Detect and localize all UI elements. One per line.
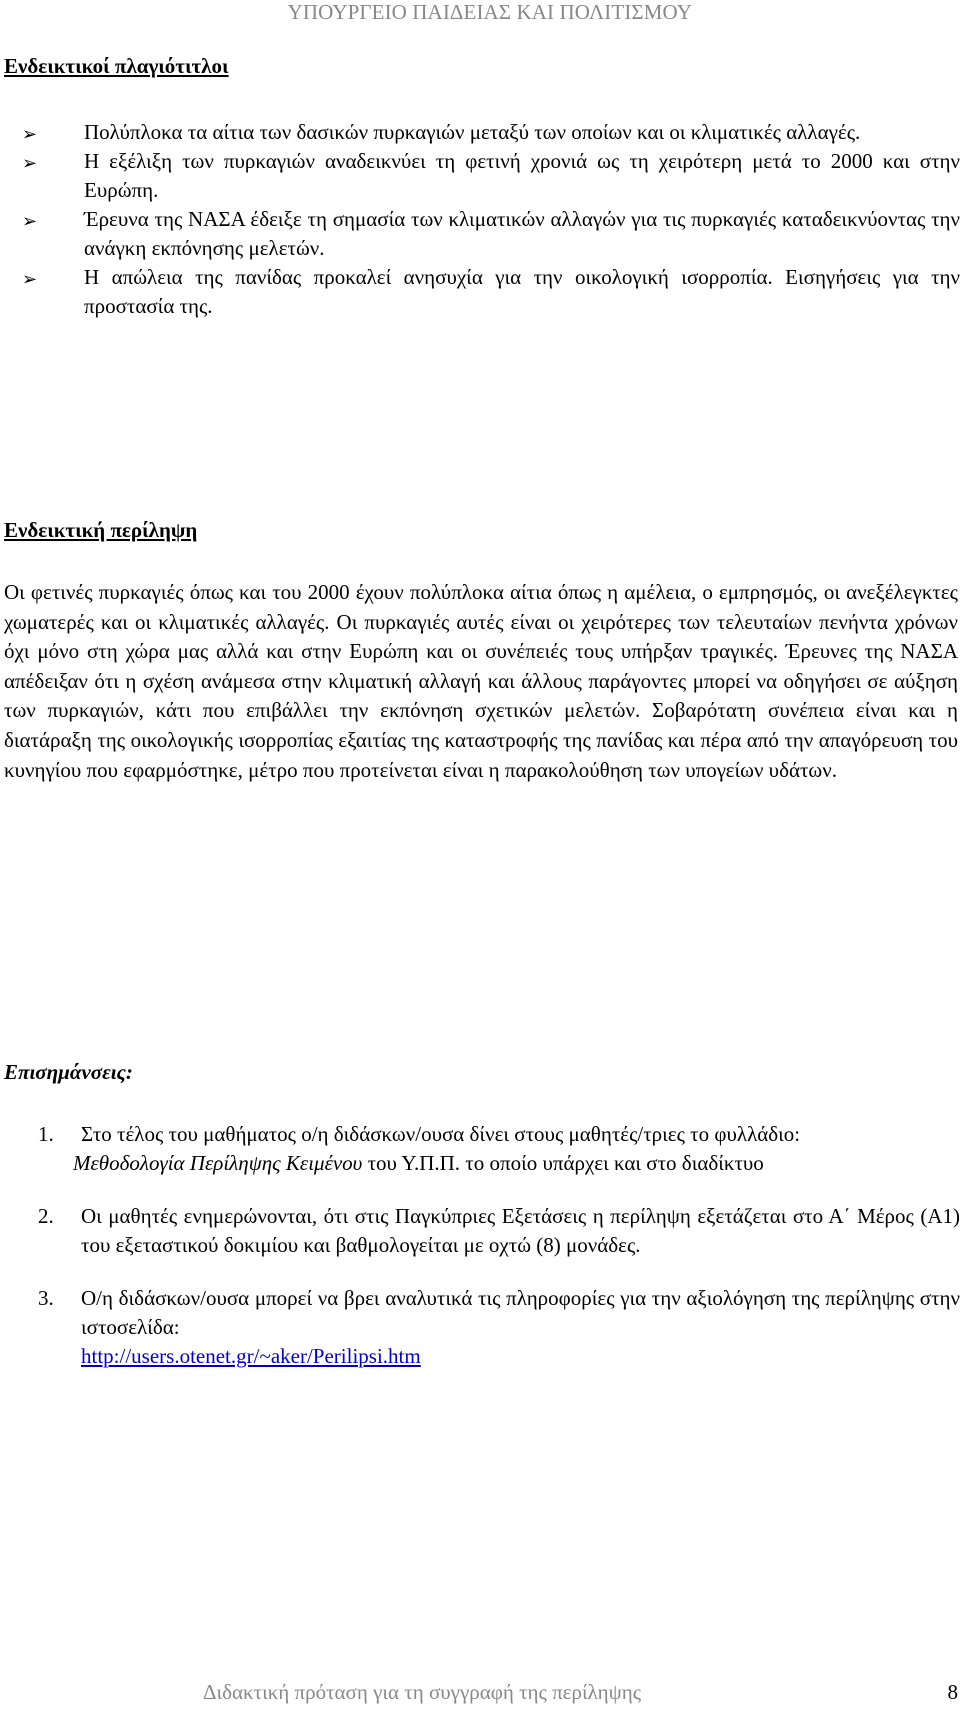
notes-heading: Επισημάνσεις:: [4, 1060, 133, 1084]
list-item: [22, 263, 960, 321]
note-reference-line: [73, 1149, 960, 1178]
subtitle-text: Η εξέλιξη των πυρκαγιών αναδεικνύει τη φετινή χρονιά ως τη χειρότερη μετά το 2000 και στην Ευρώπη.: [84, 149, 960, 202]
subtitle-text: Έρευνα της ΝΑΣΑ έδειξε τη σημασία των κλιματικών αλλαγών για τις πυρκαγιές καταδεικνύοντας την ανάγκη εκπόνησης μελετών.: [84, 207, 960, 260]
list-item: [22, 205, 960, 263]
summary-heading: Ενδεικτική περίληψη: [4, 518, 198, 542]
item-number: 1.: [38, 1122, 54, 1146]
subtitle-text: Η απώλεια της πανίδας προκαλεί ανησυχία για την οικολογική ισορροπία. Εισηγήσεις για την προστασία της.: [84, 265, 960, 318]
note-text: Ο/η διδάσκων/ουσα μπορεί να βρει αναλυτικά τις πληροφορίες για την αξιολόγηση της περίληψης στην ιστοσελίδα:: [81, 1286, 960, 1339]
subtitles-list: [22, 118, 960, 321]
subtitle-text: Πολύπλοκα τα αίτια των δασικών πυρκαγιών μεταξύ των οποίων και οι κλιματικές αλλαγές.: [84, 120, 861, 144]
subtitles-heading: Ενδεικτικοί πλαγιότιτλοι: [4, 54, 229, 78]
footer-text: Διδακτική πρόταση για τη συγγραφή της περίληψης: [203, 1680, 642, 1704]
item-number: 2.: [38, 1204, 54, 1228]
item-number: 3.: [38, 1286, 54, 1310]
perilipsi-link[interactable]: http://users.otenet.gr/~aker/Perilipsi.htm: [81, 1344, 421, 1368]
arrow-bullet-icon: ➢: [22, 211, 38, 232]
ministry-header: ΥΠΟΥΡΓΕΙΟ ΠΑΙΔΕΙΑΣ ΚΑΙ ΠΟΛΙΤΙΣΜΟΥ: [287, 0, 692, 24]
summary-paragraph: Οι φετινές πυρκαγιές όπως και του 2000 έχουν πολύπλοκα αίτια όπως η αμέλεια, ο εμπρησμός, οι ανεξέλεγκτες χωματερές και οι κλιματικές αλλαγές. Οι πυρκαγιές αυτές είναι οι χειρότερες των τελευταίων πενήντα χρόνων όχι μόνο στη χώρα μας αλλά και στην Ευρώπη και οι συνέπειές τους υπήρξαν τραγικές. Έρευνες της ΝΑΣΑ απέδειξαν ότι η σχέση ανάμεσα στην κλιματική αλλαγή και άλλους παράγοντες μπορεί να οδηγήσει σε αύξηση των πυρκαγιών, κάτι που επιβάλλει την εκπόνηση σχετικών μελετών. Σοβαρότατη συνέπεια είναι και η διατάραξη της οικολογικής ισορροπίας εξαιτίας της καταστροφής της πανίδας και πέρα από την απαγόρευση του κυνηγίου που εφαρμόστηκε, μέτρο που προτείνεται είναι η παρακολούθηση των υπογείων υδάτων.: [4, 580, 958, 782]
list-item: [38, 1284, 960, 1371]
list-item: [38, 1202, 960, 1260]
page-number: 8: [947, 1680, 958, 1704]
list-item: [22, 118, 960, 147]
note-text: Στο τέλος του μαθήματος ο/η διδάσκων/ουσα δίνει στους μαθητές/τριες το φυλλάδιο:: [81, 1122, 801, 1146]
note-text: Οι μαθητές ενημερώνονται, ότι στις Παγκύπριες Εξετάσεις η περίληψη εξετάζεται στο Α΄ Μέρος (Α1) του εξεταστικού δοκιμίου και βαθμολογείται με οχτώ (8) μονάδες.: [81, 1204, 960, 1257]
notes-list: [38, 1120, 960, 1371]
handout-title: Μεθοδολογία Περίληψης Κειμένου: [73, 1151, 363, 1175]
list-item: [22, 147, 960, 205]
arrow-bullet-icon: ➢: [22, 269, 38, 290]
arrow-bullet-icon: ➢: [22, 153, 38, 174]
handout-source: του Υ.Π.Π. το οποίο υπάρχει και στο διαδίκτυο: [362, 1151, 764, 1175]
list-item: [38, 1120, 960, 1178]
arrow-bullet-icon: ➢: [22, 124, 38, 145]
